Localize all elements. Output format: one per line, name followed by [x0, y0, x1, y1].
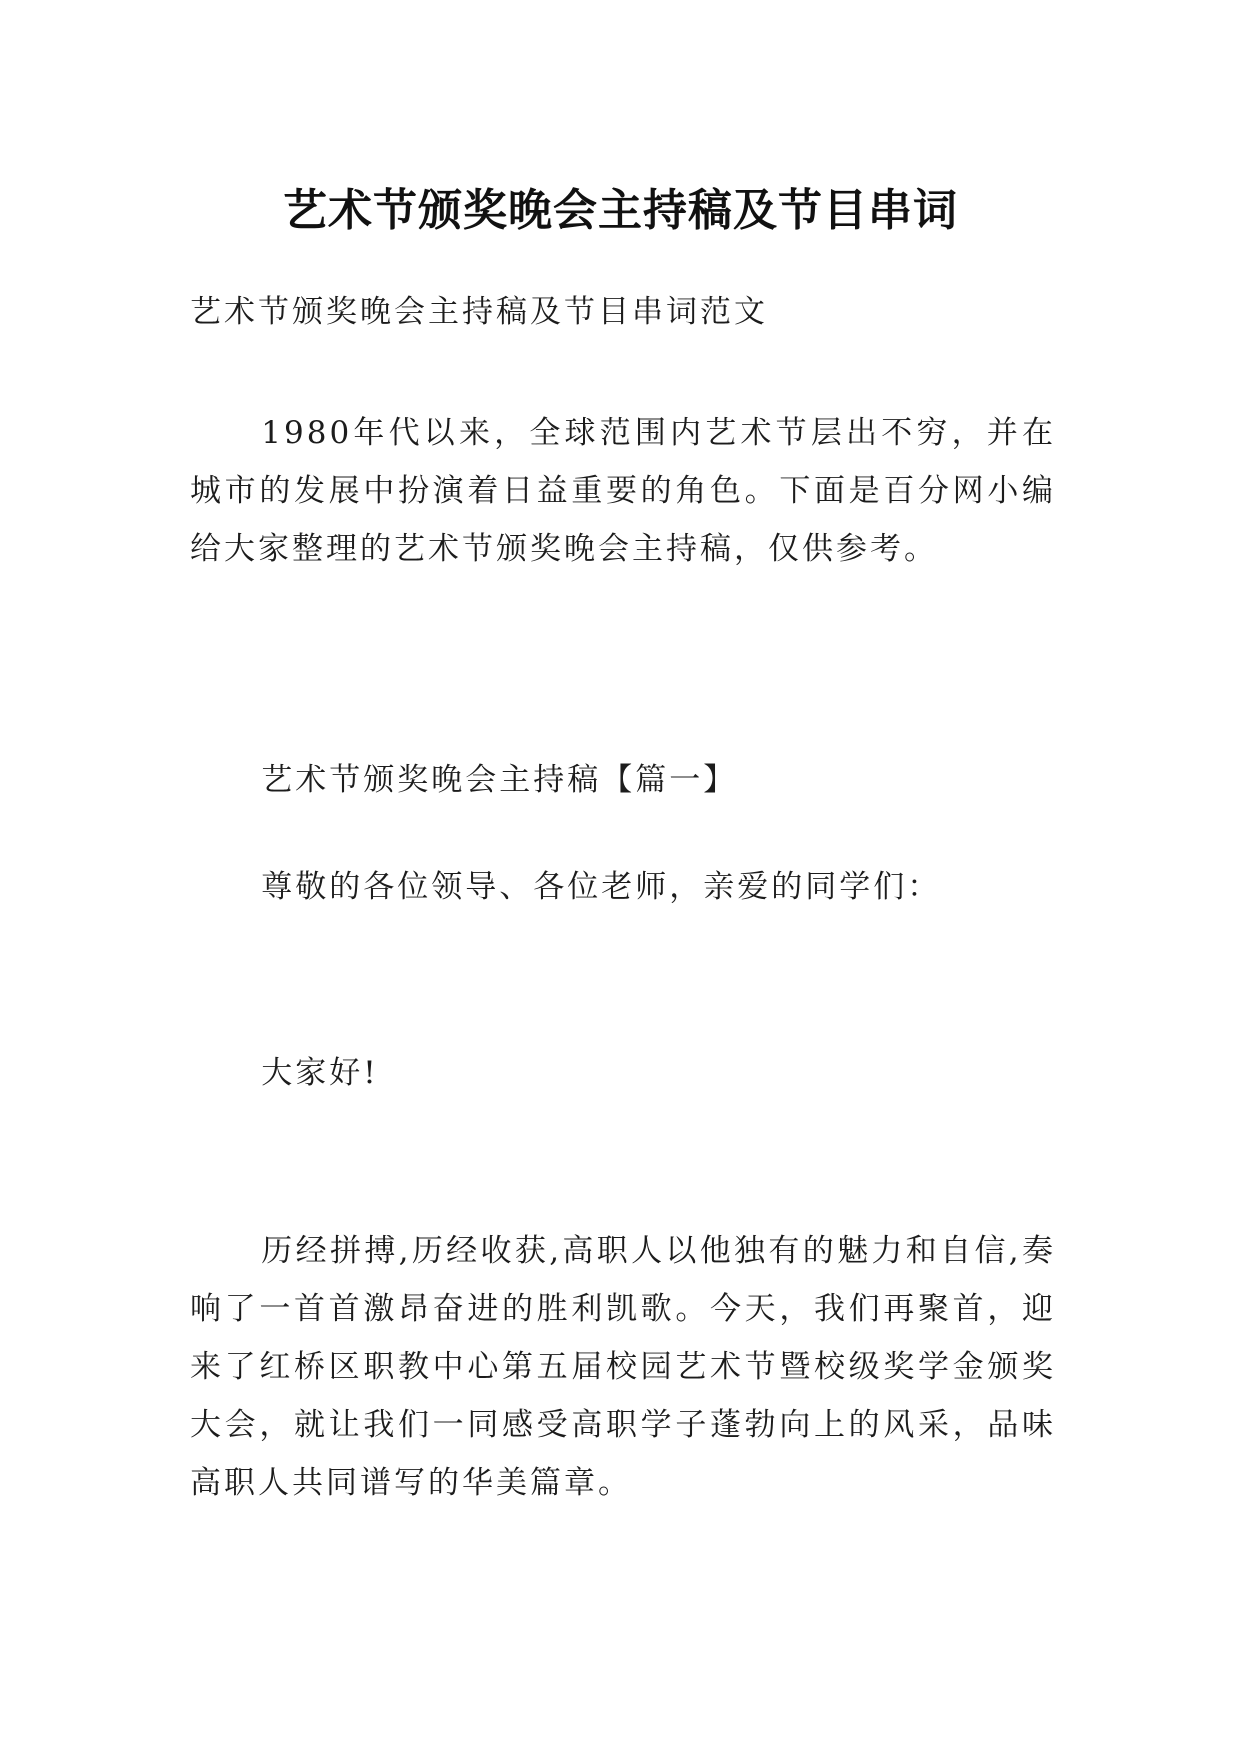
hello-line: 大家好! [261, 1055, 379, 1091]
greeting-line: 尊敬的各位领导、各位老师，亲爱的同学们： [261, 869, 942, 905]
document-title: 艺术节颁奖晚会主持稿及节目串词 [283, 185, 958, 237]
section-heading: 艺术节颁奖晚会主持稿【篇一】 [261, 762, 738, 798]
intro-paragraph: 1980年代以来，全球范围内艺术节层出不穷，并在城市的发展中扮演着日益重要的角色。下面是百分网小编给大家整理的艺术节颁奖晚会主持稿，仅供参考。 [190, 415, 1056, 567]
opening-paragraph: 历经拼搏,历经收获,高职人以他独有的魅力和自信,奏响了一首首激昂奋进的胜利凯歌。今天，我们再聚首，迎来了红桥区职教中心第五届校园艺术节暨校级奖学金颁奖大会，就让我们一同感受高职学子蓬勃向上的风采，品味高职人共同谱写的华美篇章。 [190, 1233, 1056, 1501]
document-subtitle: 艺术节颁奖晚会主持稿及节目串词范文 [190, 294, 768, 330]
